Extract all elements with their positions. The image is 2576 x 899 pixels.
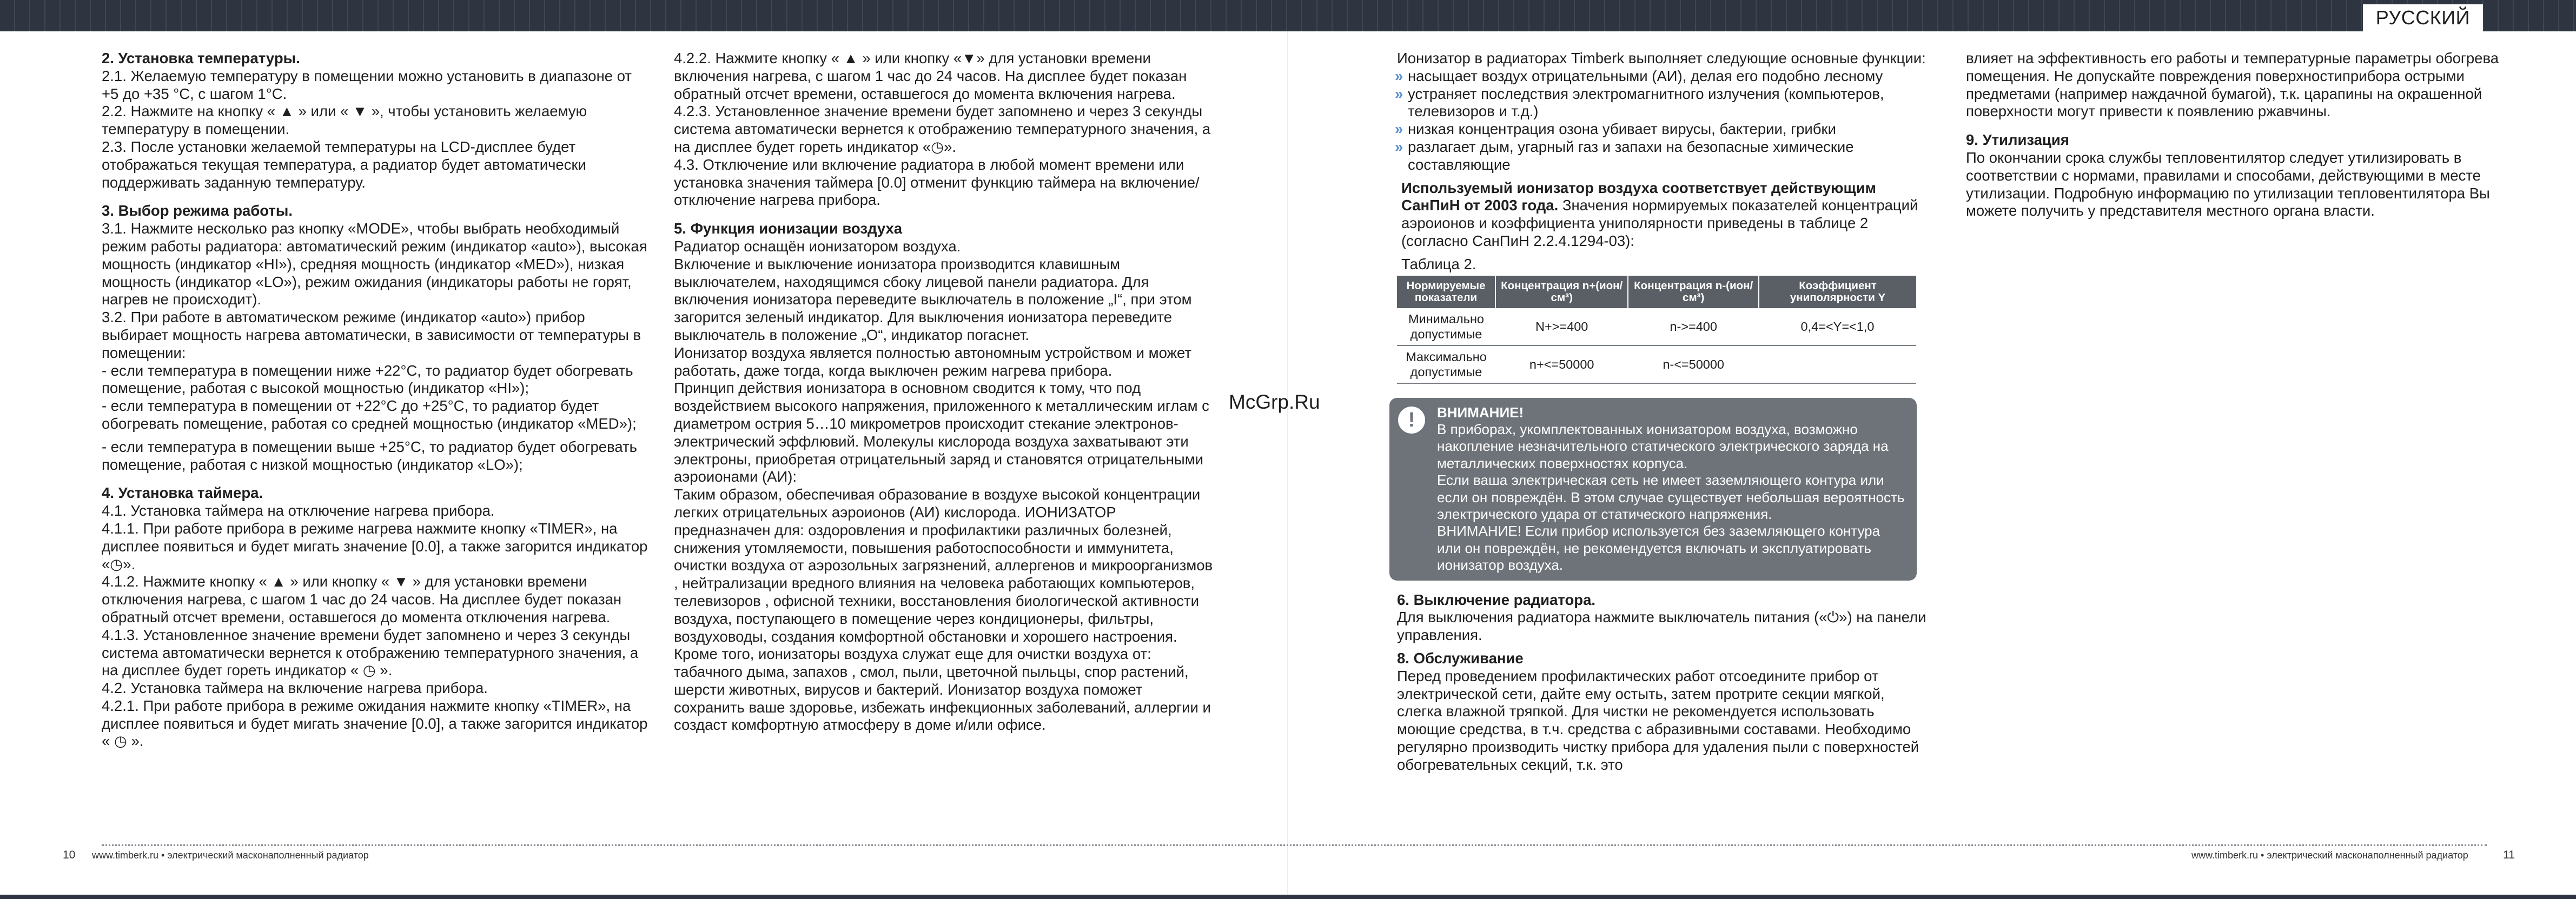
paragraph: 3.2. При работе в автоматическом режиме (индикатор «auto») прибор выбирает мощность нагрева автоматически, в зависимости от температуры в помещении:: [102, 309, 641, 361]
paragraph: - если температура в помещении выше +25°С, то радиатор будет обогревать помещение, работая с низкой мощностью (индикатор «LO»);: [102, 438, 638, 473]
table-cell: Максимально допустимые: [1397, 345, 1495, 383]
warning-box: [1389, 398, 1917, 581]
section-title: 5. Функция ионизации воздуха: [674, 220, 903, 237]
paragraph: Кроме того, ионизаторы воздуха служат еще для очистки воздуха от: табачного дыма, запахов , смол, пыли, цветочной пыльцы, спор растений, шерсти животных, вирусов и бактерий. Ионизатор воздуха поможет сохранить ваше здоровье, избежать инфекционных заболеваний, аллергии и создаст комфортную атмосферу в доме и/или офисе.: [674, 645, 1211, 734]
spacer: [102, 474, 648, 484]
list-item: » устраняет последствия электромагнитного излучения (компьютеров, телевизоров и т.д.): [1397, 85, 1927, 121]
sanpin-bold: Используемый ионизатор воздуха соответствует действующим СанПиН от 2003 года.: [1401, 179, 1876, 214]
section-title: 3. Выбор режима работы.: [102, 202, 293, 219]
table-cell: [1759, 345, 1916, 383]
warning-text: В приборах, укомплектованных ионизатором воздуха, возможно накопление незначительного статического электрического заряда на металлических поверхностях корпуса.: [1437, 421, 1889, 471]
list-item: » разлагает дым, угарный газ и запахи на безопасные химические составляющие: [1397, 138, 1927, 174]
section-title: 2. Установка температуры.: [102, 50, 300, 66]
footer-text-right: www.timberk.ru • электрический масконаполненный радиатор: [2191, 850, 2468, 861]
list-item: » насыщает воздух отрицательными (АИ), делая его подобно лесному: [1397, 68, 1927, 85]
warning-text: Если ваша электрическая сеть не имеет заземляющего контура или если он повреждён. В этом случае существует небольшая вероятность электрического удара от статического напряжения.: [1437, 472, 1905, 522]
bottom-banner: [0, 895, 2576, 899]
paragraph: 4.2. Установка таймера на включение нагрева прибора.: [102, 680, 488, 697]
spacer: [674, 209, 1215, 220]
table-cell: 0,4=<Y=<1,0: [1759, 308, 1916, 345]
column-1: [102, 50, 648, 750]
table-row: [1397, 345, 1916, 383]
list-item: » низкая концентрация озона убивает вирусы, бактерии, грибки: [1397, 121, 1927, 138]
section-6-text: Для выключения радиатора нажмите выключатель питания («⏻») на панели управления.: [1397, 609, 1926, 644]
section-8-title: 8. Обслуживание: [1397, 650, 1524, 667]
section-9-title: 9. Утилизация: [1966, 131, 2069, 149]
paragraph: Ионизатор воздуха является полностью автономным устройством и может работать, даже тогда, когда выключен режим нагрева прибора.: [674, 344, 1191, 379]
table-header: Коэффициент униполярности Y: [1759, 276, 1916, 308]
column-3: [1397, 50, 1927, 774]
table-cell: Минимально допустимые: [1397, 308, 1495, 345]
paragraph: - если температура в помещении ниже +22°С, то радиатор будет обогревать помещение, работая с высокой мощностью (индикатор «HI»);: [102, 362, 633, 397]
paragraph: 3.1. Нажмите несколько раз кнопку «MODE», чтобы выбрать необходимый режим работы радиатора: автоматический режим (индикатор «auto»), высокая мощность (индикатор «HI»), средняя мощность (индикатор «MED»), низкая мощность (индикатор «LO»), режим ожидания (индикаторы работы не горят, нагрев не происходит).: [102, 220, 647, 308]
page-number-right: 11: [2503, 849, 2515, 861]
table-cell: n->=400: [1628, 308, 1759, 345]
paragraph: 2.2. Нажмите на кнопку « ▲ » или « ▼ », чтобы установить желаемую температуру в помещении.: [102, 103, 587, 138]
paragraph: 4.1. Установка таймера на отключение нагрева прибора.: [102, 502, 495, 520]
page-spread-divider: [1287, 31, 1288, 895]
paragraph: 4.1.3. Установленное значение времени будет запомнено и через 3 секунды система автоматически вернется к отображению температурного значения, а на дисплее будет гореть индикатор « ◷ ».: [102, 626, 639, 679]
ionizer-intro: Ионизатор в радиаторах Timberk выполняет следующие основные функции:: [1397, 50, 1926, 66]
section-title: 4. Установка таймера.: [102, 484, 263, 502]
spacer: [102, 433, 648, 438]
paragraph: - если температура в помещении от +22°С до +25°С, то радиатор будет обогревать помещение, работая со средней мощностью (индикатор «MED»);: [102, 397, 637, 432]
paragraph: 4.2.1. При работе прибора в режиме ожидания нажмите кнопку «TIMER», на дисплее появиться и будет мигать значение [0.0], а также загорится индикатор « ◷ ».: [102, 697, 648, 750]
warning-title: ВНИМАНИЕ!: [1437, 404, 1524, 421]
page-number-left: 10: [63, 849, 76, 861]
paragraph: 4.3. Отключение или включение радиатора в любой момент времени или установка значения таймера [0.0] отменит функцию таймера на включение/отключение нагрева прибора.: [674, 156, 1200, 209]
column-4: [1966, 50, 2509, 220]
footer-text-left: www.timberk.ru • электрический масконаполненный радиатор: [92, 850, 369, 861]
watermark: McGrp.Ru: [1229, 391, 1320, 413]
sanpin-rest: Значения нормируемых показателей концентраций аэроионов и коэффициента униполярности приведены в таблице 2 (согласно СанПиН 2.2.4.1294-03):: [1401, 197, 1918, 249]
table-row: [1397, 308, 1916, 345]
table-header: Нормируемые показатели: [1397, 276, 1495, 308]
footer-divider: [102, 844, 2487, 846]
paragraph: 4.1.1. При работе прибора в режиме нагрева нажмите кнопку «TIMER», на дисплее появиться и будет мигать значение [0.0], а также загорится индикатор «◷».: [102, 520, 648, 572]
paragraph: 2.3. После установки желаемой температуры на LCD-дисплее будет отображаться текущая температура, а радиатор будет автоматически поддерживать заданную температуру.: [102, 138, 586, 191]
table-header: Концентрация n-(ион/см³): [1628, 276, 1759, 308]
table-cell: n+<=50000: [1495, 345, 1628, 383]
column-2: [674, 50, 1215, 734]
section-6-title: 6. Выключение радиатора.: [1397, 591, 1596, 608]
warning-text: ВНИМАНИЕ! Если прибор используется без заземляющего контура или он повреждён, не рекомендуется включать и эксплуатировать ионизатор воздуха.: [1437, 523, 1880, 574]
paragraph: 4.1.2. Нажмите кнопку « ▲ » или кнопку « ▼ » для установки времени отключения нагрева, с шагом 1 час до 24 часов. На дисплее будет показан обратный отсчет времени, оставшегося до момента отключения нагрева.: [102, 573, 622, 625]
section-9-text: По окончании срока службы тепловентилятор следует утилизировать в соответствии с нормами, правилами и способами, действующими в месте утилизации. Подробную информацию по утилизации тепловентилятора Вы можете получить у представителя местного органа власти.: [1966, 149, 2490, 219]
paragraph: 4.2.3. Установленное значение времени будет запомнено и через 3 секунды система автоматически вернется к отображению температурного значения, а на дисплее будет гореть индикатор «◷».: [674, 103, 1211, 155]
spacer: [102, 191, 648, 202]
table-header: Концентрация n+(ион/см³): [1495, 276, 1628, 308]
paragraph: 2.1. Желаемую температуру в помещении можно установить в диапазоне от +5 до +35 °С, с шагом 1°С.: [102, 67, 632, 102]
table-caption: Таблица 2.: [1401, 255, 1476, 272]
paragraph: Таким образом, обеспечивая образование в воздухе высокой концентрации легких отрицательных аэроионов (АИ) кислорода. ИОНИЗАТОР предназначен для: оздоровления и профилактики различных болезней, снижения утомляемости, повышения работоспособности и иммунитета, очистки воздуха от аэрозольных загрязнений, аллергенов и микроорганизмов , нейтрализации вредного влияния на человека работающих компьютеров, телевизоров , офисной техники, восстановления биологической активности воздуха, поступающего в помещение через кондиционеры, фильтры, воздуховоды, создания комфортной обстановки и хорошего настроения.: [674, 486, 1213, 645]
maintenance-continued: влияет на эффективность его работы и температурные параметры обогрева помещения. Не допускайте повреждения поверхностиприбора острыми предметами (например наждачной бумагой), т.к. царапины на окрашенной поверхности могут привести к появлению ржавчины.: [1966, 50, 2499, 120]
norms-table: [1397, 276, 1916, 384]
sanpin-paragraph: [1401, 179, 1927, 250]
language-label: РУССКИЙ: [2363, 4, 2483, 31]
ionizer-functions-list: [1397, 68, 1927, 174]
section-8-text: Перед проведением профилактических работ отсоедините прибор от электрической сети, дайте ему остыть, затем протрите секции мягкой, слегка влажной тряпкой. Для чистки не рекомендуется использовать моющие средства, в т.ч. средства с абразивными составами. Необходимо регулярно производить чистку прибора для удаления пыли с поверхностей обогревательных секций, т.к. это: [1397, 667, 1919, 773]
paragraph: Радиатор оснащён ионизатором воздуха.: [674, 237, 961, 255]
table-cell: N+>=400: [1495, 308, 1628, 345]
warning-icon: !: [1398, 407, 1425, 434]
paragraph: Принцип действия ионизатора в основном сводится к тому, что под воздействием высокого напряжения, приложенного к металлическим иглам с диаметром острия 5…10 микрометров происходит стекание электронов-электрический эффлювий. Молекулы кислорода воздуха захватывают эти электроны, приобретая отрицательный заряд и становятся отрицательными аэроионами (АИ):: [674, 379, 1209, 485]
table-cell: n-<=50000: [1628, 345, 1759, 383]
top-banner: [0, 0, 2576, 31]
table-header-row: [1397, 276, 1916, 308]
paragraph: 4.2.2. Нажмите кнопку « ▲ » или кнопку «▼» для установки времени включения нагрева, с шагом 1 час до 24 часов. На дисплее будет показан обратный отсчет времени, оставшегося до момента включения нагрева.: [674, 50, 1187, 102]
paragraph: Включение и выключение ионизатора производится клавишным выключателем, находящимся сбоку лицевой панели радиатора. Для включения ионизатора переведите выключатель в положение „I“, при этом загорится зеленый индикатор. Для выключения ионизатора переведите выключатель в положение „O“, индикатор погаснет.: [674, 255, 1192, 343]
